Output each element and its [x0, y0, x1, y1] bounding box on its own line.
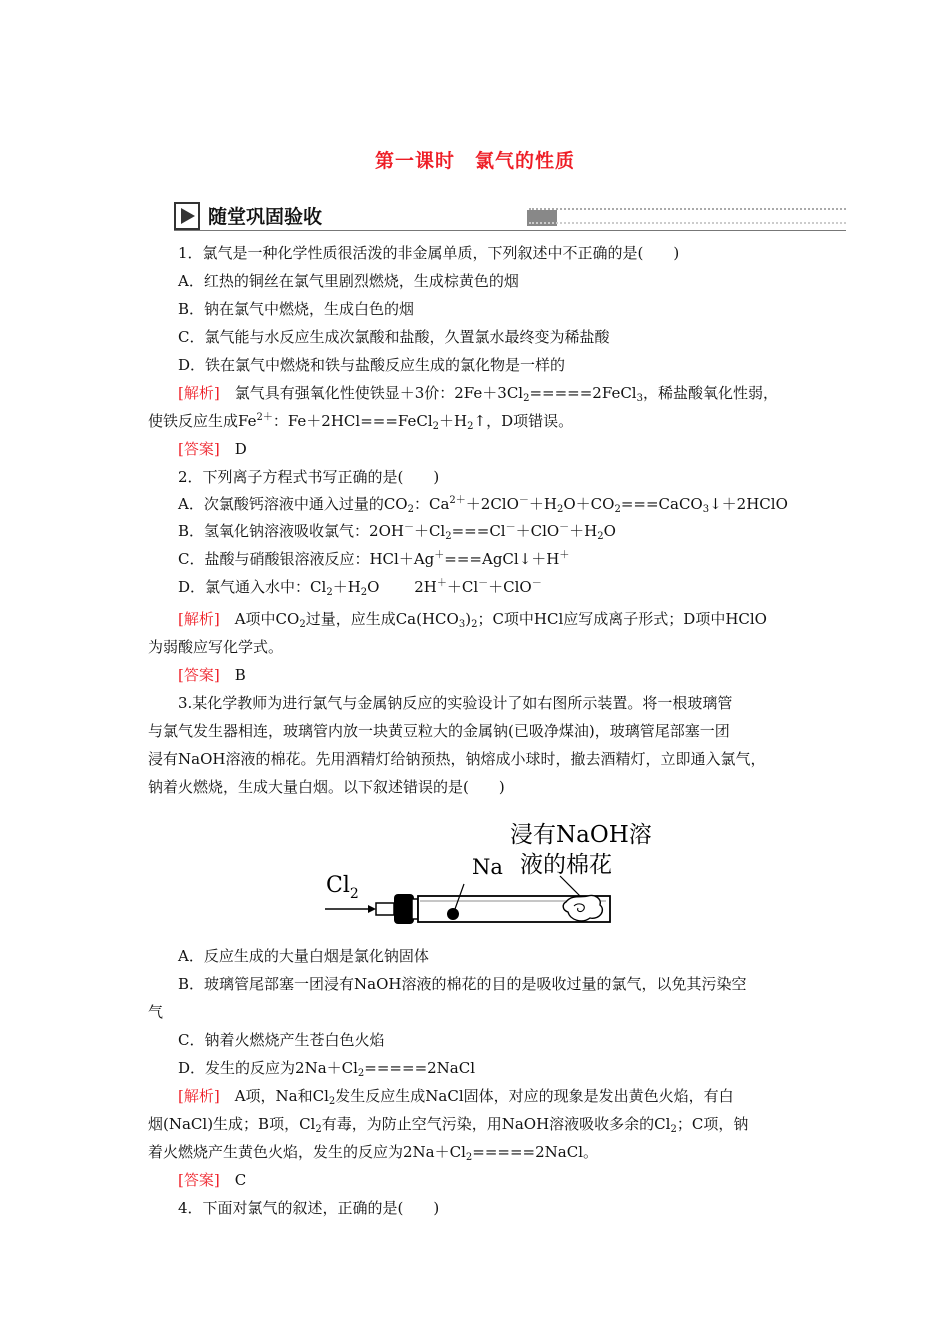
- apparatus-diagram: [320, 812, 670, 937]
- q3-option-b-cont: 气: [148, 1003, 164, 1021]
- banner-dotted-rule: [529, 208, 846, 210]
- chlorine-label: $Cl_2$: [326, 873, 359, 902]
- answer-tag: [答案]: [178, 666, 220, 684]
- play-arrow-icon: [174, 202, 200, 230]
- sodium-pellet: [447, 908, 459, 920]
- sodium-label: Na: [472, 855, 503, 879]
- analysis-tag: [解析]: [178, 610, 220, 628]
- q1-option-d: D．铁在氯气中燃烧和铁与盐酸反应生成的氯化物是一样的: [178, 356, 566, 374]
- q3-option-c: C．钠着火燃烧产生苍白色火焰: [178, 1031, 385, 1049]
- q3-analysis-line: 着火燃烧产生黄色火焰，发生的反应为$2Na+Cl_2=====2NaCl$。: [148, 1143, 598, 1163]
- q2-stem: 2．下列离子方程式书写正确的是( ): [178, 468, 440, 486]
- q2-option-a: A．次氯酸钙溶液中通入过量的$CO_2$：$Ca^{2+}+2ClO^-+H_2O+CO_2===CaCO_3↓+2HClO$: [178, 495, 788, 515]
- analysis-tag: [解析]: [178, 384, 220, 402]
- q1-option-a: A．红热的铜丝在氯气里剧烈燃烧，生成棕黄色的烟: [178, 272, 519, 290]
- q1-answer: [答案] D: [178, 440, 247, 458]
- banner-dotted-rule: [529, 222, 846, 224]
- q3-option-d: D．发生的反应为$2Na+Cl_2=====2NaCl$: [178, 1059, 476, 1079]
- gas-flow-arrow-icon: [368, 905, 376, 913]
- q1-analysis-line: 使铁反应生成$Fe^{2+}$：$Fe+2HCl===FeCl_2+H_2↑$，D项错误。: [148, 412, 574, 432]
- q4-stem: 4．下面对氯气的叙述，正确的是( ): [178, 1199, 440, 1217]
- rubber-stopper: [394, 894, 414, 924]
- q3-option-a: A．反应生成的大量白烟是氯化钠固体: [178, 947, 429, 965]
- q2-option-d: D．氯气通入水中：$Cl_2+H_2O$ 2H＋＋Cl－＋ClO－: [178, 578, 542, 598]
- answer-tag: [答案]: [178, 440, 220, 458]
- q2-analysis-line: 为弱酸应写化学式。: [148, 638, 284, 656]
- cotton-pointer: [560, 876, 582, 898]
- q3-analysis-line: [解析] A项，Na和$Cl_2$发生反应生成NaCl固体，对应的现象是发出黄色火焰，有白: [178, 1087, 734, 1107]
- q3-stem: 钠着火燃烧，生成大量白烟。以下叙述错误的是( ): [148, 778, 505, 796]
- answer-tag: [答案]: [178, 1171, 220, 1189]
- q3-stem: 浸有NaOH溶液的棉花。先用酒精灯给钠预热，钠熔成小球时，撤去酒精灯，立即通入氯气，: [148, 750, 766, 768]
- cotton-label: 浸有NaOH溶: [510, 822, 652, 848]
- q2-analysis-line: [解析] A项中$CO_2$过量，应生成$Ca(HCO_3)_2$；C项中HCl应写成离子形式；D项中HClO: [178, 610, 767, 630]
- q2-answer: [答案] B: [178, 666, 246, 684]
- section-banner: [174, 200, 846, 234]
- q3-stem: 与氯气发生器相连，玻璃管内放一块黄豆粒大的金属钠(已吸净煤油)，玻璃管尾部塞一团: [148, 722, 730, 740]
- banner-rule: [174, 230, 846, 231]
- analysis-tag: [解析]: [178, 1087, 220, 1105]
- section-banner-label: 随堂巩固验收: [208, 206, 323, 228]
- page-title: 第一课时 氯气的性质: [374, 150, 575, 172]
- q1-option-b: B．钠在氯气中燃烧，生成白色的烟: [178, 300, 415, 318]
- q3-option-b: B．玻璃管尾部塞一团浸有NaOH溶液的棉花的目的是吸收过量的氯气，以免其污染空: [178, 975, 747, 993]
- q2-option-c: C．盐酸与硝酸银溶液反应：HCl＋Ag＋===AgCl↓＋H＋: [178, 550, 570, 568]
- q1-analysis-line: [解析] 氯气具有强氧化性使铁显＋3价：$2Fe+3Cl_2=====2FeCl_3$，稀盐酸氧化性弱，: [178, 384, 778, 404]
- q3-analysis-line: 烟(NaCl)生成；B项，$Cl_2$有毒，为防止空气污染，用NaOH溶液吸收多余的$Cl_2$；C项，钠: [148, 1115, 749, 1135]
- inlet-tube: [376, 903, 394, 915]
- q3-stem: 3.某化学教师为进行氯气与金属钠反应的实验设计了如右图所示装置。将一根玻璃管: [178, 694, 733, 712]
- q1-stem: 1．氯气是一种化学性质很活泼的非金属单质，下列叙述中不正确的是( ): [178, 244, 680, 262]
- cotton-label: 液的棉花: [520, 852, 612, 878]
- q3-answer: [答案] C: [178, 1171, 247, 1189]
- q2-option-b: B．氢氧化钠溶液吸收氯气：$2OH^-+Cl_2===Cl^-+ClO^-+H_2O$: [178, 522, 616, 542]
- q1-option-c: C．氯气能与水反应生成次氯酸和盐酸，久置氯水最终变为稀盐酸: [178, 328, 610, 346]
